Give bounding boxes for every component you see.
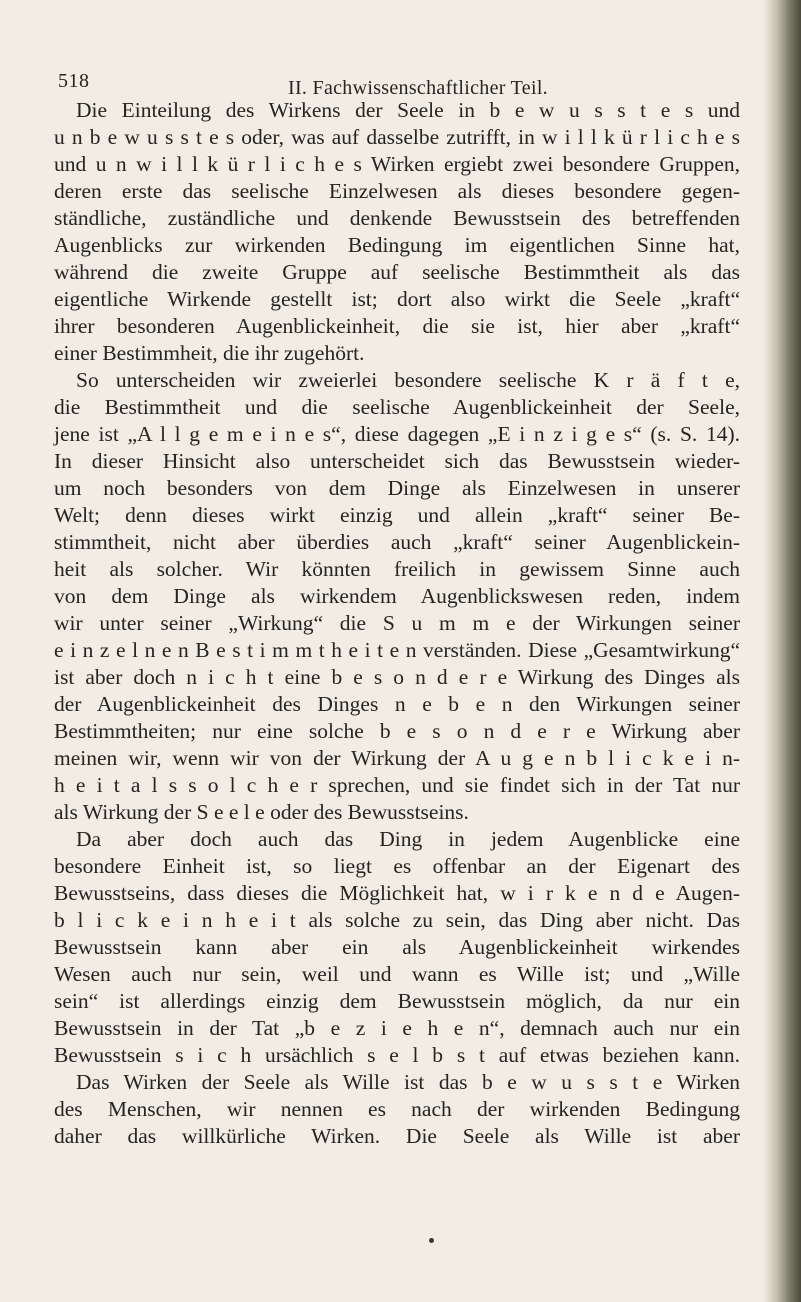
text-line: Welt; denn dieses wirkt einzig und allein „kraft“ seiner Be- — [54, 503, 740, 527]
text-line: h e i t a l s s o l c h e r sprechen, und sie findet sich in der Tat nur — [54, 773, 740, 797]
text-line: Bestimmtheiten; nur eine solche b e s o n d e r e Wirkung aber — [54, 719, 740, 743]
text-line: jene ist „A l l g e m e i n e s“, diese dagegen „E i n z i g e s“ (s. S. 14). — [54, 422, 740, 446]
text-line: Bewusstsein s i c h ursächlich s e l b s t auf etwas beziehen kann. — [54, 1043, 740, 1067]
ink-speck — [429, 1238, 434, 1243]
text-line: der Augenblickeinheit des Dinges n e b e n den Wirkungen seiner — [54, 692, 740, 716]
text-line: So unterscheiden wir zweierlei besondere seelische K r ä f t e, — [76, 368, 740, 392]
text-line: wir unter seiner „Wirkung“ die S u m m e der Wirkungen seiner — [54, 611, 740, 635]
text-line: heit als solcher. Wir könnten freilich in gewissem Sinne auch — [54, 557, 740, 581]
text-line: ständliche, zuständliche und denkende Bewusstsein des betreffenden — [54, 206, 740, 230]
text-line: ist aber doch n i c h t eine b e s o n d e r e Wirkung des Dinges als — [54, 665, 740, 689]
text-line: die Bestimmtheit und die seelische Augenblickeinheit der Seele, — [54, 395, 740, 419]
text-line: des Menschen, wir nennen es nach der wirkenden Bedingung — [54, 1097, 740, 1121]
text-line: während die zweite Gruppe auf seelische Bestimmtheit als das — [54, 260, 740, 284]
text-line: Bewusstseins, dass dieses die Möglichkeit hat, w i r k e n d e Augen- — [54, 881, 740, 905]
text-line: Bewusstsein in der Tat „b e z i e h e n“, demnach auch nur ein — [54, 1016, 740, 1040]
text-line: Da aber doch auch das Ding in jedem Augenblicke eine — [76, 827, 740, 851]
text-line: als Wirkung der S e e l e oder des Bewusstseins. — [54, 800, 469, 824]
text-line: Augenblicks zur wirkenden Bedingung im eigentlichen Sinne hat, — [54, 233, 740, 257]
text-line: In dieser Hinsicht also unterscheidet sich das Bewusstsein wieder- — [54, 449, 740, 473]
text-line: b l i c k e i n h e i t als solche zu sein, das Ding aber nicht. Das — [54, 908, 740, 932]
text-line: um noch besonders von dem Dinge als Einzelwesen in unserer — [54, 476, 740, 500]
text-line: besondere Einheit ist, so liegt es offenbar an der Eigenart des — [54, 854, 740, 878]
text-line: Bewusstsein kann aber ein als Augenblickeinheit wirkendes — [54, 935, 740, 959]
text-line: meinen wir, wenn wir von der Wirkung der A u g e n b l i c k e i n- — [54, 746, 740, 770]
text-line: einer Bestimmheit, die ihr zugehört. — [54, 341, 365, 365]
text-line: und u n w i l l k ü r l i c h e s Wirken ergiebt zwei besondere Gruppen, — [54, 152, 740, 176]
text-line: eigentliche Wirkende gestellt ist; dort also wirkt die Seele „kraft“ — [54, 287, 740, 311]
text-line: stimmtheit, nicht aber überdies auch „kraft“ seiner Augenblickein- — [54, 530, 740, 554]
page-edge-shadow — [763, 0, 801, 1302]
text-line: sein“ ist allerdings einzig dem Bewusstsein möglich, da nur ein — [54, 989, 740, 1013]
text-line: von dem Dinge als wirkendem Augenblickswesen reden, indem — [54, 584, 740, 608]
text-line: Die Einteilung des Wirkens der Seele in b e w u s s t e s und — [76, 98, 740, 122]
text-line: ihrer besonderen Augenblickeinheit, die sie ist, hier aber „kraft“ — [54, 314, 740, 338]
text-line: u n b e w u s s t e s oder, was auf dasselbe zutrifft, in w i l l k ü r l i c h e s — [54, 125, 740, 149]
page-number: 518 — [58, 70, 90, 92]
text-line: daher das willkürliche Wirken. Die Seele als Wille ist aber — [54, 1124, 740, 1148]
running-head: II. Fachwissenschaftlicher Teil. — [288, 77, 548, 99]
text-line: Das Wirken der Seele als Wille ist das b e w u s s t e Wirken — [76, 1070, 740, 1094]
text-line: e i n z e l n e n B e s t i m m t h e i t e n verständen. Diese „Gesamtwirkung“ — [54, 638, 740, 662]
text-line: Wesen auch nur sein, weil und wann es Wille ist; und „Wille — [54, 962, 740, 986]
text-line: deren erste das seelische Einzelwesen als dieses besondere gegen- — [54, 179, 740, 203]
